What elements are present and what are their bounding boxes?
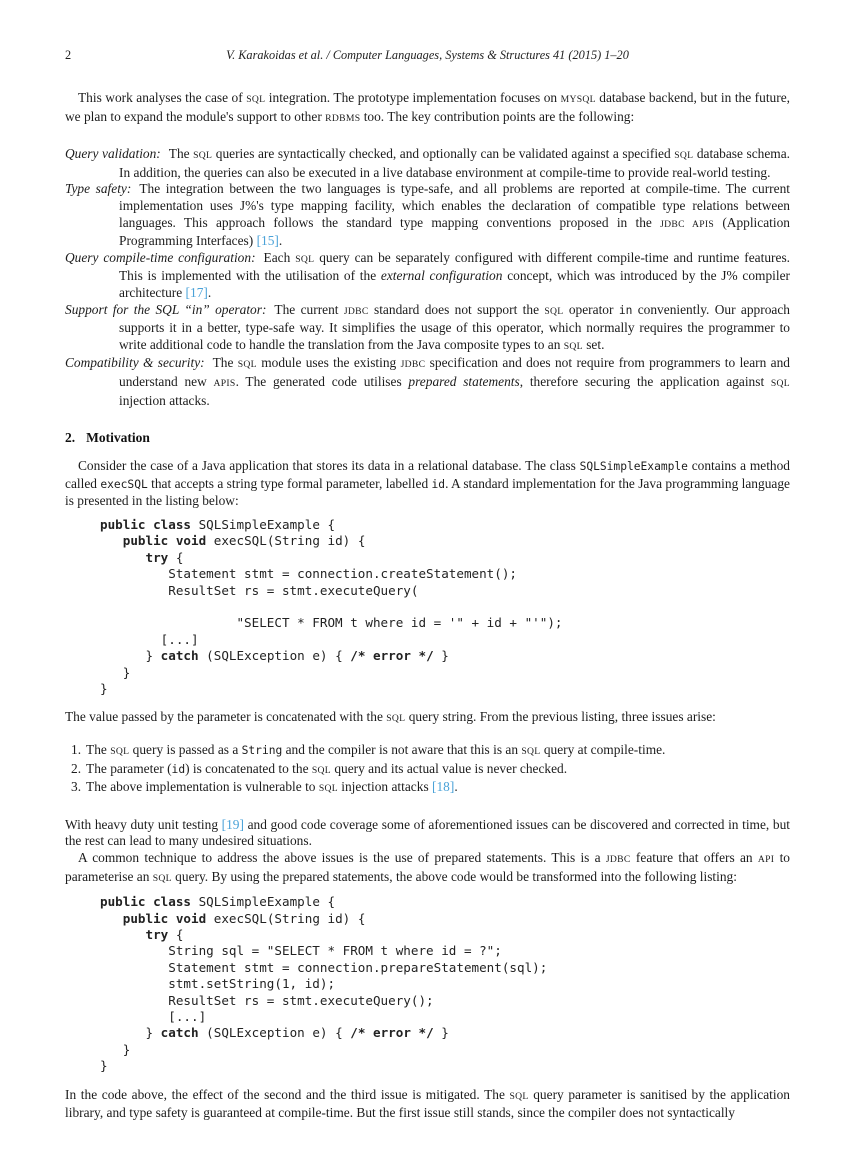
- smallcaps-term: SQL: [152, 872, 172, 884]
- contribution-text: The SQL queries are syntactically checked, and optionally can be validated against a specified SQL database schema. In addition, the queries can also be executed in a live database environment at compile-time to provide real-world testing.: [119, 146, 790, 180]
- smallcaps-term: SQL: [193, 150, 213, 162]
- contribution-item-query-validation: [65, 146, 790, 181]
- code-line: stmt.setString(1, id);: [100, 976, 336, 992]
- issue-text: The parameter (id) is concatenated to the SQL query and its actual value is never checked.: [86, 760, 568, 776]
- inline-code: SQLSimpleExample: [579, 460, 688, 474]
- smallcaps-term: JDBC APIS: [660, 218, 715, 230]
- page-number: 2: [65, 48, 72, 62]
- inline-code: in: [618, 303, 633, 317]
- smallcaps-term: MYSQL: [560, 94, 596, 105]
- code-line: public void execSQL(String id) {: [122, 533, 366, 549]
- closing-paragraph: In the code above, the effect of the second and the third issue is mitigated. The SQL query parameter is sanitised by the application library, and type safety is guaranteed at compile-time. But the first issue still stands, since the compiler does not syntactically: [65, 1086, 790, 1121]
- code-line: "SELECT * FROM t where id = '" + id + "'");: [100, 615, 563, 631]
- intro-paragraph: This work analyses the case of SQL integration. The prototype implementation focuses on MYSQL database backend, but in the future, we plan to expand the module's support to other RDBMS too. The key contribution points are the following:: [65, 90, 791, 124]
- smallcaps-term: SQL: [318, 783, 338, 795]
- code-line: }: [100, 1058, 108, 1074]
- contribution-term: Query validation:: [65, 146, 161, 162]
- smallcaps-term: JDBC: [400, 359, 426, 371]
- smallcaps-term: SQL: [295, 253, 315, 265]
- contribution-text: The current JDBC standard does not support the SQL operator in conveniently. Our approach supports it in a better, type-safe way. It simplifies the usage of this operator, which normally requires the programmer to write additional code to handle the translation from the Java composite types to an SQL set.: [119, 301, 790, 352]
- smallcaps-term: APIS: [213, 377, 236, 389]
- code-line: try {: [145, 549, 184, 565]
- contribution-text: The integration between the two languages is type-safe, and all problems are reported at compile-time. The current implementation uses J%'s type mapping facility, which enables the declaration of compatible type relations between languages. This approach follows the standard type mapping conventions proposed in the JDBC APIS (Application Programming Interfaces) [15].: [119, 181, 791, 249]
- section-title: Motivation: [86, 430, 150, 446]
- section-number: 2.: [65, 430, 76, 446]
- smallcaps-term: RDBMS: [325, 112, 361, 124]
- code-line: ResultSet rs = stmt.executeQuery();: [100, 992, 434, 1008]
- citation-link[interactable]: [19]: [221, 816, 244, 832]
- smallcaps-term: JDBC: [605, 853, 631, 865]
- code-line: try {: [145, 926, 184, 942]
- code-line: Statement stmt = connection.prepareStatement(sql);: [100, 959, 548, 975]
- issue-item-2: [71, 761, 790, 780]
- citation-link[interactable]: [15]: [256, 233, 279, 249]
- code-listing-1: [100, 517, 790, 697]
- code-line: Statement stmt = connection.createStatement();: [100, 566, 518, 582]
- smallcaps-term: API: [757, 853, 775, 865]
- prepared-statements-paragraph: A common technique to address the above issues is the use of prepared statements. This is a JDBC feature that offers an API to parameterise an SQL query. By using the prepared statements, the above code would be transformed into the following listing:: [65, 849, 791, 884]
- contribution-item-compatibility-security: [65, 355, 790, 409]
- motivation-paragraph: Consider the case of a Java application that stores its data in a relational database. The class SQLSimpleExample contains a method called execSQL that accepts a string type formal parameter, labelled id. A standard implementation for the Java programming language is presented in the listing below:: [65, 458, 790, 509]
- contribution-item-type-safety: [65, 181, 790, 249]
- smallcaps-term: JDBC: [343, 305, 369, 317]
- issues-list: [71, 742, 790, 798]
- code-line: public class SQLSimpleExample {: [100, 894, 336, 910]
- issue-number: 1.: [71, 741, 82, 757]
- inline-code: String: [241, 743, 283, 757]
- value-paragraph: The value passed by the parameter is concatenated with the SQL query string. From the previous listing, three issues arise:: [65, 709, 716, 725]
- code-line: [...]: [100, 631, 199, 647]
- smallcaps-term: SQL: [509, 1090, 529, 1102]
- inline-code: execSQL: [100, 477, 148, 491]
- journal-running-title: V. Karakoidas et al. / Computer Languages, Systems & Structures 41 (2015) 1–20: [226, 48, 629, 62]
- section-heading-motivation: [65, 430, 790, 446]
- code-line: [100, 599, 790, 615]
- contribution-item-sql-in-operator: [65, 302, 790, 356]
- smallcaps-term: SQL: [311, 764, 331, 776]
- code-line: }: [100, 664, 131, 680]
- contribution-term: Query compile-time configuration:: [65, 249, 256, 265]
- smallcaps-term: SQL: [246, 94, 266, 105]
- code-line: [...]: [100, 1008, 207, 1024]
- smallcaps-term: SQL: [110, 745, 130, 757]
- code-line: public void execSQL(String id) {: [122, 910, 366, 926]
- contribution-item-compile-time-config: [65, 250, 790, 302]
- contribution-text: Each SQL query can be separately configured with different compile-time and runtime features. This is implemented with the utilisation of the external configuration concept, which was introduced by the J% compiler architecture [17].: [119, 249, 790, 300]
- code-listing-2: [100, 894, 790, 1074]
- smallcaps-term: SQL: [674, 150, 694, 162]
- code-line: }: [100, 1041, 131, 1057]
- issue-item-3: [71, 779, 790, 798]
- contribution-term: Type safety:: [65, 181, 132, 197]
- citation-link[interactable]: [17]: [185, 284, 208, 300]
- code-line: ResultSet rs = stmt.executeQuery(: [100, 582, 419, 598]
- smallcaps-term: SQL: [563, 340, 583, 352]
- issue-item-1: [71, 742, 790, 761]
- running-header: [65, 48, 790, 62]
- smallcaps-term: SQL: [237, 359, 257, 371]
- issue-number: 2.: [71, 760, 82, 776]
- inline-code: id: [171, 762, 186, 776]
- code-line: } catch (SQLException e) { /* error */ }: [100, 648, 449, 664]
- smallcaps-term: SQL: [386, 713, 406, 725]
- code-line: } catch (SQLException e) { /* error */ }: [100, 1025, 449, 1041]
- smallcaps-term: SQL: [770, 377, 790, 389]
- contribution-term: Support for the SQL “in” operator:: [65, 301, 267, 317]
- code-line: public class SQLSimpleExample {: [100, 516, 336, 532]
- smallcaps-term: SQL: [521, 745, 541, 757]
- contribution-text: The SQL module uses the existing JDBC specification and does not require from programmers to learn and understand new APIS. The generated code utilises prepared statements, therefore securing the application against SQL injection attacks.: [119, 355, 791, 408]
- unit-testing-paragraph: With heavy duty unit testing [19] and good code coverage some of aforementioned issues can be discovered and corrected in time, but the rest can lead to many undesired situations.: [65, 816, 790, 849]
- citation-link[interactable]: [18]: [432, 779, 455, 795]
- contributions-list: [65, 146, 790, 409]
- code-line: }: [100, 680, 108, 696]
- issue-text: The SQL query is passed as a String and the compiler is not aware that this is an SQL query at compile-time.: [86, 741, 666, 757]
- issue-number: 3.: [71, 779, 82, 795]
- code-line: String sql = "SELECT * FROM t where id = ?";: [100, 943, 502, 959]
- inline-code: id: [431, 477, 446, 491]
- issue-text: The above implementation is vulnerable to SQL injection attacks [18].: [86, 779, 458, 795]
- smallcaps-term: SQL: [544, 305, 564, 317]
- contribution-term: Compatibility & security:: [65, 355, 205, 371]
